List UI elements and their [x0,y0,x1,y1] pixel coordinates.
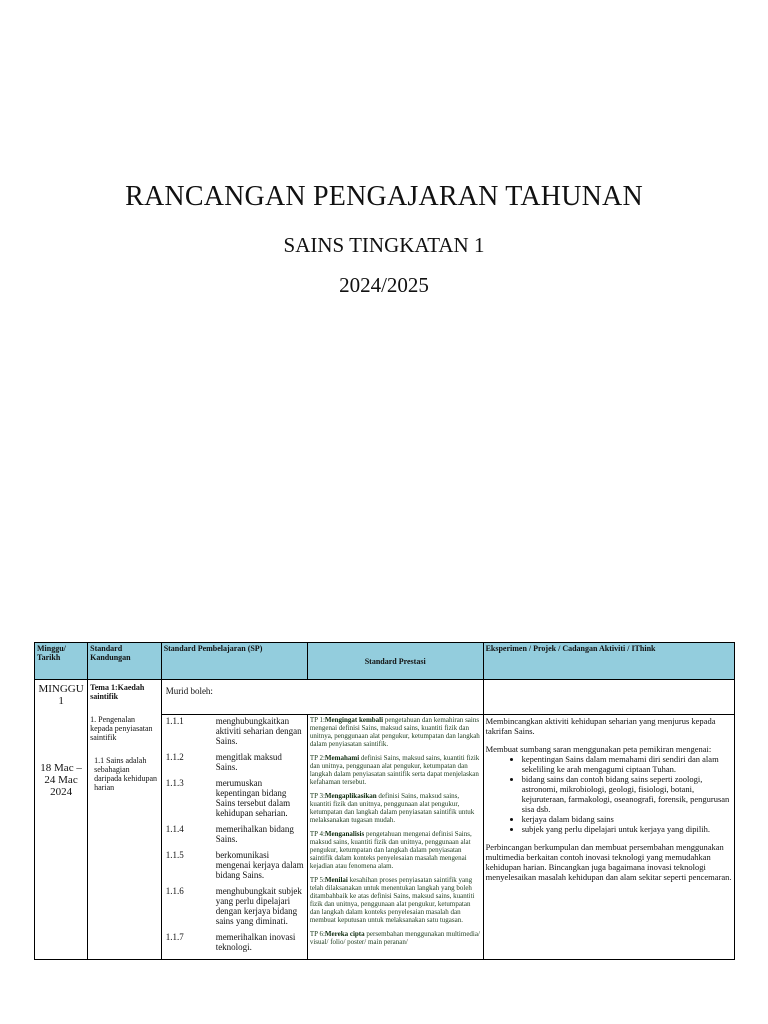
tp-cell [307,715,483,960]
murid-cell: Murid boleh: [161,680,483,715]
table-row [35,680,735,715]
sp-item: 1.1.5 berkomunikasi mengenai kerjaya dalam bidang Sains. [165,850,304,880]
sp-item: 1.1.3 merumuskan kepentingan bidang Sains tersebut dalam kehidupan seharian. [165,778,291,818]
aktiviti-para: Membuat sumbang saran menggunakan peta pemikiran mengenai: [485,744,712,754]
sp-cell [161,715,307,960]
week-cell [35,680,88,960]
empty-cell [483,680,734,715]
rpt-table [34,642,735,960]
list-item: • subjek yang perlu dipelajari untuk kerjaya yang dipilih. [522,824,732,834]
tp-item: TP 5:Menilai kesahihan proses penyiasatan saintifik yang telah dilaksanakan untuk menentukan langkah yang boleh ditambahbaik ke atas definisi Sains, maksud sains, kuantiti fizik dan unitnya, penggunaan alat pengukur, ketumpatan dan langkah dalam konteks penyelesaian masalah dan membuat keputusan untuk melaksanakan satu tugasan. [309,876,475,924]
document-year: 2024/2025 [339,273,429,297]
sp-item: 1.1.2 mengitlak maksud Sains. [165,752,282,772]
table-header-row [35,643,735,680]
sp-item: 1.1.7 memerihalkan inovasi teknologi. [165,932,296,952]
header-week: Minggu/ Tarikh [35,643,88,680]
aktiviti-cell [483,715,734,960]
aktiviti-para: Membincangkan aktiviti kehidupan seharian yang menjurus kepada takrifan Sains. [485,716,716,736]
sk-topic: 1. Pengenalan kepada penyiasatan saintifik [90,715,153,742]
week-label: MINGGU 1 [38,683,84,707]
tp-item: TP 2:Memahami definisi Sains, maksud sains, kuantiti fizik dan unitnya, penggunaan alat pengukur, ketumpatan dan langkah dalam penyiasatan saintifik serta dapat menjelaskan kefahaman tersebut. [309,754,480,786]
aktiviti-para: Perbincangan berkumpulan dan membuat persembahan menggunakan multimedia berkaitan contoh inovasi teknologi yang memudahkan kehidupan harian. Bincangkan juga bagaimana inovasi teknologi menyelesaikan masalah kehidupan dan alam sekitar seperti pencemaran. [485,842,732,882]
sp-item: 1.1.1 menghubungkaitkan aktiviti seharian dengan Sains. [165,716,302,746]
aktiviti-list [486,754,732,834]
list-item: • kerjaya dalam bidang sains [522,814,732,824]
tp-item: TP 1:Mengingat kembali pengetahuan dan kemahiran sains mengenai definisi Sains, maksud sains, kuantiti fizik dan unitnya, penggunaan alat pengukur, ketumpatan dan langkah dalam penyiasatan saintifik. [309,716,480,748]
week-date: 18 Mac – 24 Mac 2024 [40,762,82,798]
header-standard-kandungan: Standard Kandungan [88,643,162,680]
header-standard-prestasi: Standard Prestasi [307,643,483,680]
sk-cell [88,680,162,960]
header-standard-pembelajaran: Standard Pembelajaran (SP) [161,643,307,680]
document-subject: SAINS TINGKATAN 1 [283,233,485,257]
sp-item: 1.1.4 memerihalkan bidang Sains. [165,824,294,844]
tp-item: TP 4:Menganalisis pengetahuan mengenai definisi Sains, maksud sains, kuantiti fizik dan unitnya, penggunaan alat pengukur, ketumpatan dan langkah dalam penyiasatan saintifik dalam konteks penyelesaian masalah mengenai kejadian atau fenomena alam. [309,830,472,870]
tema-title: Tema 1:Kaedah saintifik [90,683,145,701]
header-aktiviti: Eksperimen / Projek / Cadangan Aktiviti / IThink [483,643,734,680]
sk-subtopic: 1.1 Sains adalah sebahagian daripada kehidupan harian [94,756,157,792]
document-title: RANCANGAN PENGAJARAN TAHUNAN [125,181,643,212]
tp-item: TP 3:Mengaplikasikan definisi Sains, maksud sains, kuantiti fizik dan unitnya, penggunaan alat pengukur, ketumpatan dan langkah dalam penyiasatan saintifik untuk melaksanakan tugasan mudah. [309,792,475,824]
sp-item: 1.1.6 menghubungkait subjek yang perlu dipelajari dengan kerjaya bidang sains yang diminati. [165,886,302,926]
list-item: • bidang sains dan contoh bidang sains seperti zoologi, astronomi, mikrobiologi, geologi, fisiologi, botani, kejuruteraan, farmakologi, oseanografi, forensik, pengurusan sisa dsb. [522,774,732,814]
tp-item: TP 6:Mereka cipta persembahan menggunakan multimedia/ visual/ folio/ poster/ main peranan/ [309,930,480,946]
list-item: • kepentingan Sains dalam memahami diri sendiri dan alam sekeliling ke arah mengagumi ciptaan Tuhan. [522,754,732,774]
